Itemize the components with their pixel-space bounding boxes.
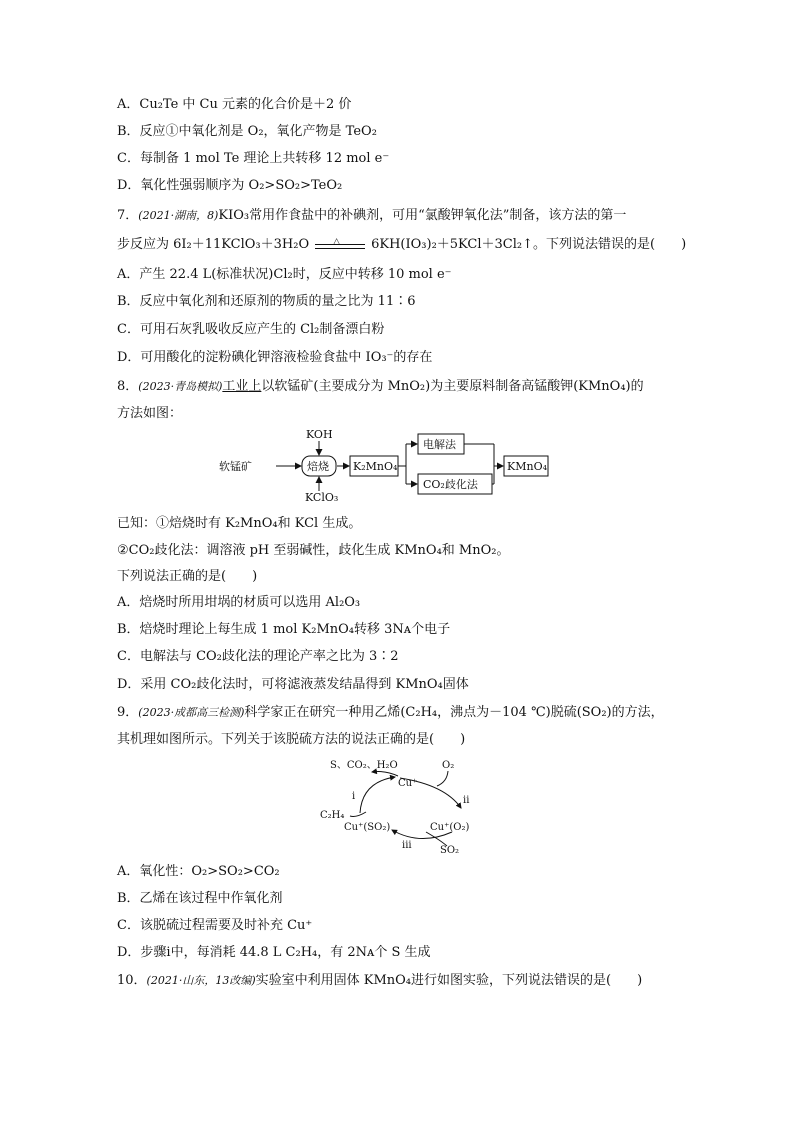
q6-option-c: C．每制备 1 mol Te 理论上共转移 12 mol e⁻ — [117, 151, 390, 166]
c2h4-label: C₂H₄ — [320, 810, 345, 821]
step-i-label: i — [352, 791, 356, 802]
q9-stem-line2: 其机理如图所示。下列关于该脱硫方法的说法正确的是( ) — [117, 732, 466, 747]
q7-stem-text1: KIO₃常用作食盐中的补碘剂，可用“氯酸钾氧化法”制备，该方法的第一 — [218, 208, 627, 223]
step-ii-label: ii — [463, 795, 470, 806]
cu-o2-label: Cu⁺(O₂) — [430, 822, 470, 833]
q9-option-c: C．该脱硫过程需要及时补充 Cu⁺ — [117, 918, 313, 933]
products-label: S、CO₂、H₂O — [330, 760, 398, 771]
heat-triangle-icon: △ — [333, 236, 341, 247]
q7-source: (2021·湖南，8) — [138, 209, 219, 222]
q8-known-2: ②CO₂歧化法：调溶液 pH 至弱碱性，歧化生成 KMnO₄和 MnO₂。 — [117, 543, 510, 558]
q9-number: 9． — [117, 705, 139, 720]
q8-number: 8． — [117, 379, 139, 394]
q9-option-b: B．乙烯在该过程中作氧化剂 — [117, 891, 283, 906]
kmno4-label: KMnO₄ — [507, 460, 547, 473]
q7-option-a: A．产生 22.4 L(标准状况)Cl₂时，反应中转移 10 mol e⁻ — [117, 267, 452, 282]
q9-option-a: A．氧化性：O₂>SO₂>CO₂ — [117, 864, 280, 879]
q8-option-d: D．采用 CO₂歧化法时，可将滤液蒸发结晶得到 KMnO₄固体 — [117, 677, 469, 692]
q8-stem-text1: 以软锰矿(主要成分为 MnO₂)为主要原料制备高锰酸钾(KMnO₄)的 — [261, 379, 644, 394]
q7-equation-right: 6KH(IO₃)₂＋5KCl＋3Cl₂↑。下列说法错误的是( ) — [371, 237, 687, 252]
electrolysis-label: 电解法 — [423, 438, 456, 451]
step-iii-label: iii — [402, 840, 412, 851]
so2-label: SO₂ — [440, 845, 460, 856]
q9-source: (2023·成都高三检测) — [138, 706, 245, 719]
q10-number: 10． — [117, 973, 147, 988]
cu-ion-label: Cu⁺ — [398, 778, 418, 789]
q7-option-d: D．可用酸化的淀粉碘化钾溶液检验食盐中 IO₃⁻的存在 — [117, 350, 433, 365]
co2-method-label: CO₂歧化法 — [423, 478, 478, 491]
k2mno4-label: K₂MnO₄ — [353, 460, 398, 473]
q8-known-1: 已知：①焙烧时有 K₂MnO₄和 KCl 生成。 — [117, 516, 362, 531]
q8-option-b: B．焙烧时理论上每生成 1 mol K₂MnO₄转移 3Nᴀ个电子 — [117, 622, 451, 637]
q7-equation-left: 步反应为 6I₂＋11KClO₃＋3H₂O — [117, 237, 310, 252]
koh-label: KOH — [306, 428, 333, 441]
o2-label: O₂ — [442, 760, 455, 771]
q7-option-b: B．反应中氧化剂和还原剂的物质的量之比为 11∶6 — [117, 294, 416, 309]
q6-option-d: D．氧化性强弱顺序为 O₂>SO₂>TeO₂ — [117, 178, 343, 193]
raw-material-label: 软锰矿 — [219, 460, 252, 473]
roast-label: 焙烧 — [307, 460, 329, 473]
q8-source: (2023·青岛模拟) — [138, 380, 223, 393]
q8-stem-line2: 方法如图： — [117, 406, 183, 421]
q7-option-c: C．可用石灰乳吸收反应产生的 Cl₂制备漂白粉 — [117, 322, 385, 337]
q8-ask: 下列说法正确的是( ) — [117, 569, 258, 584]
q8-option-a: A．焙烧时所用坩埚的材质可以选用 Al₂O₃ — [117, 595, 361, 610]
q10-stem-text: 实验室中利用固体 KMnO₄进行如图实验，下列说法错误的是( ) — [255, 973, 643, 988]
q6-option-b: B．反应①中氧化剂是 O₂，氧化产物是 TeO₂ — [117, 124, 377, 139]
q9-option-d: D．步骤ⅰ中，每消耗 44.8 L C₂H₄，有 2Nᴀ个 S 生成 — [117, 945, 431, 960]
q6-option-a: A．Cu₂Te 中 Cu 元素的化合价是＋2 价 — [117, 97, 352, 112]
q9-stem-text1: 科学家正在研究一种用乙烯(C₂H₄，沸点为－104 ℃)脱硫(SO₂)的方法， — [244, 705, 664, 720]
q10-stem — [117, 972, 642, 990]
cu-so2-label: Cu⁺(SO₂) — [344, 822, 391, 833]
q7-number: 7． — [117, 208, 139, 223]
kclo3-label: KClO₃ — [305, 491, 339, 504]
q8-underlined-text: 工业上 — [222, 379, 262, 394]
q10-source: (2021·山东，13改编) — [146, 974, 256, 987]
q8-option-c: C．电解法与 CO₂歧化法的理论产率之比为 3∶2 — [117, 649, 399, 664]
